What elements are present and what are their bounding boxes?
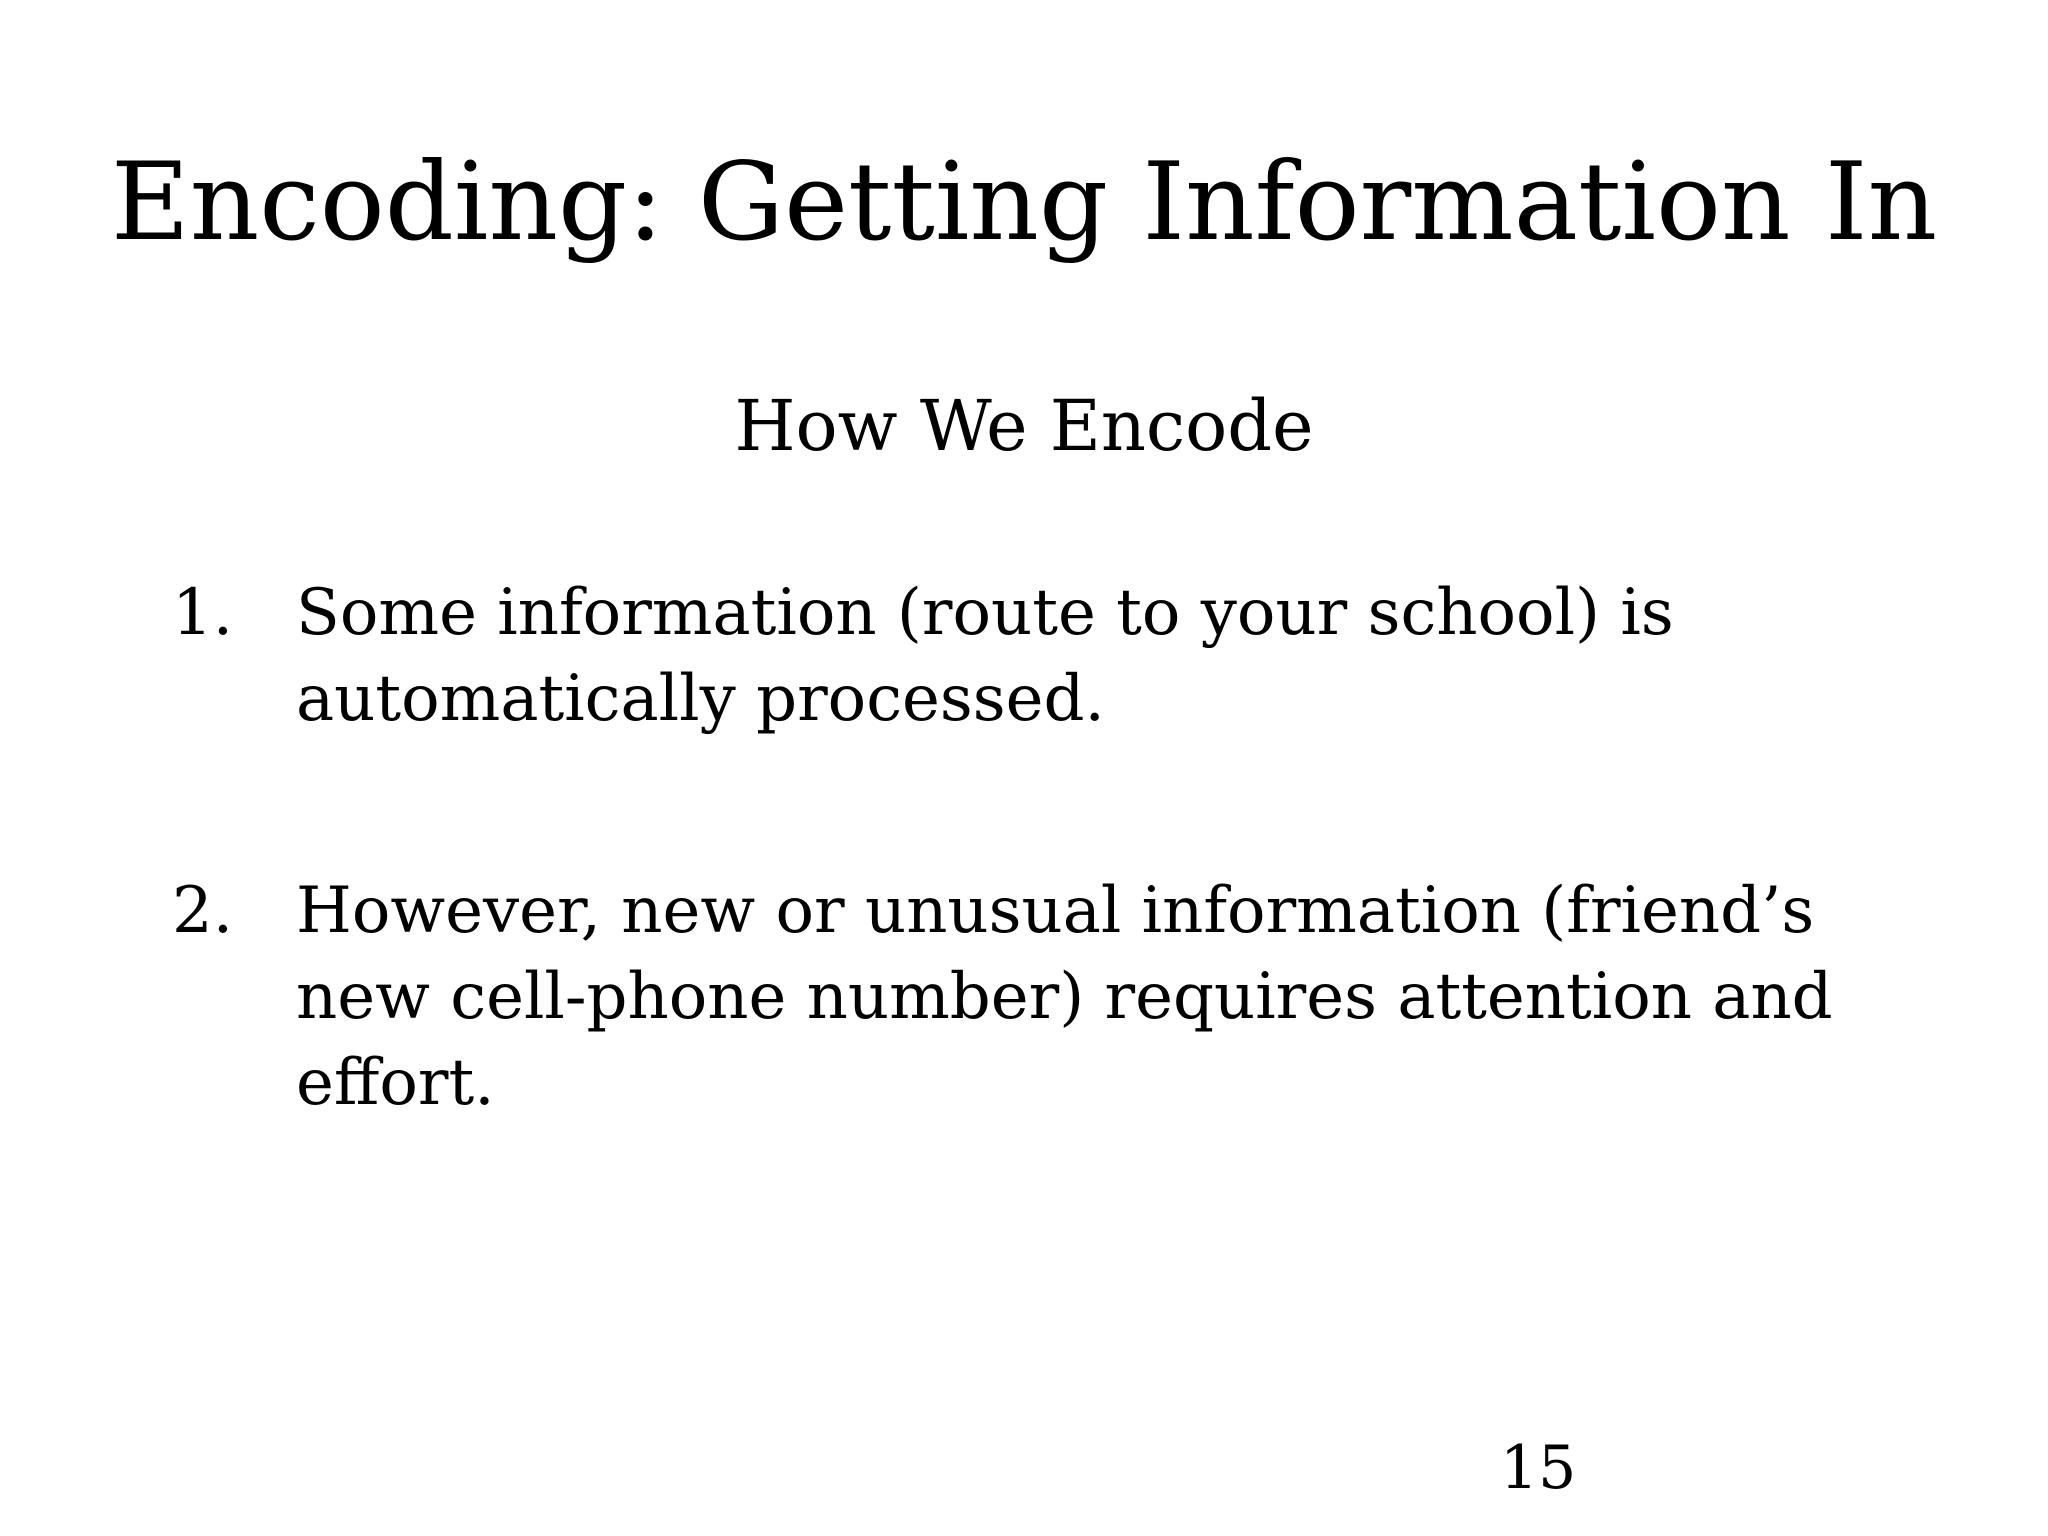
list-item-text: However, new or unusual information (friend’s new cell-phone number) requires attention and effort.: [296, 874, 1833, 1120]
list-item-number: 1.: [172, 576, 234, 650]
list-item-text: Some information (route to your school) is automatically processed.: [296, 576, 1674, 736]
list-item-number: 2.: [172, 874, 234, 948]
slide-title: Encoding: Getting Information In: [110, 140, 1938, 265]
page-number: 15: [1500, 1433, 1577, 1503]
list-item: [172, 868, 1932, 1126]
slide-subtitle: How We Encode: [734, 385, 1314, 467]
numbered-list: [172, 570, 1932, 1126]
list-item: [172, 570, 1932, 742]
